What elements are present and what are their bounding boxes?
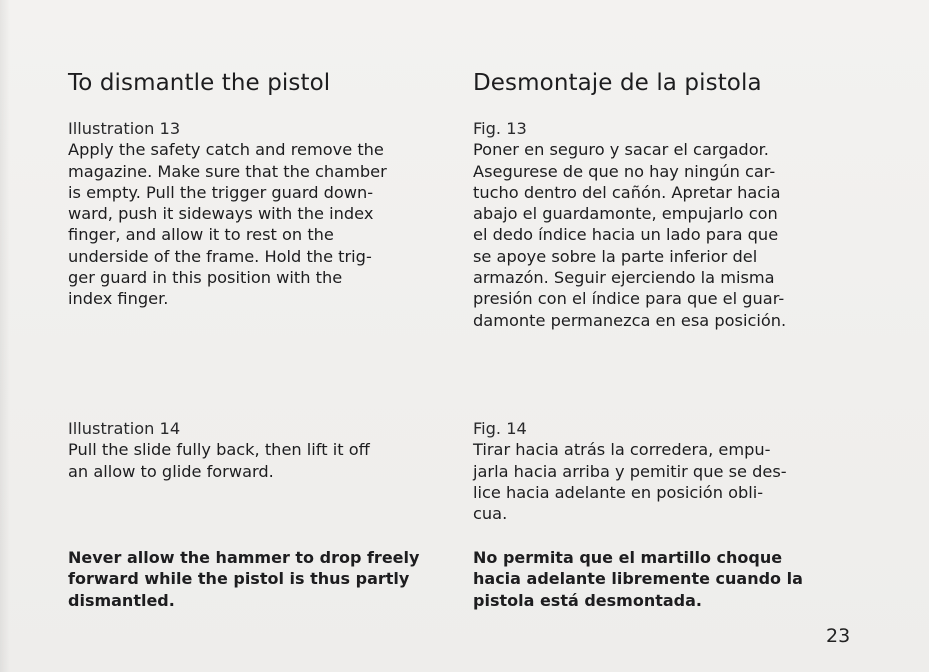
spanish-step-14-caption: Fig. 14 <box>473 419 527 438</box>
spanish-step-14-line: jarla hacia arriba y pemitir que se des- <box>473 461 787 481</box>
spanish-step-13-line: Asegurese de que no hay ningún car- <box>473 161 776 181</box>
english-step-13-line: Apply the safety catch and remove the <box>68 140 384 160</box>
spanish-warning-line: No permita que el martillo choque <box>473 548 783 567</box>
english-step-14-line: Pull the slide fully back, then lift it off <box>68 440 370 460</box>
spanish-step-14 <box>473 418 853 524</box>
page-fold-shadow <box>0 0 10 672</box>
english-warning-line: forward while the pistol is thus partly <box>68 569 410 589</box>
english-step-13-line: is empty. Pull the trigger guard down- <box>68 182 374 202</box>
spanish-step-13-line: tucho dentro del cañón. Apretar hacia <box>473 182 781 202</box>
english-step-13 <box>68 118 448 310</box>
english-step-13-line: ward, push it sideways with the index <box>68 204 374 224</box>
english-warning <box>68 547 448 611</box>
spanish-step-13-caption: Fig. 13 <box>473 119 527 138</box>
english-step-13-line: underside of the frame. Hold the trig- <box>68 246 372 266</box>
spanish-step-13-line: abajo el guardamonte, empujarlo con <box>473 204 778 224</box>
english-warning-line: Never allow the hammer to drop freely <box>68 548 420 567</box>
spanish-step-14-line: Tirar hacia atrás la corredera, empu- <box>473 440 771 460</box>
spanish-warning-line: pistola está desmontada. <box>473 590 702 610</box>
spanish-title: Desmontaje de la pistola <box>473 70 762 96</box>
spanish-step-13 <box>473 118 853 331</box>
spanish-step-13-line: Poner en seguro y sacar el cargador. <box>473 140 769 160</box>
english-step-13-caption: Illustration 13 <box>68 119 181 138</box>
spanish-step-13-line: damonte permanezca en esa posición. <box>473 310 787 330</box>
english-warning-line: dismantled. <box>68 590 175 610</box>
spanish-step-14-line: lice hacia adelante en posición obli- <box>473 482 764 502</box>
spanish-step-14-line: cua. <box>473 504 508 524</box>
english-step-14 <box>68 418 448 482</box>
spanish-step-13-line: el dedo índice hacia un lado para que <box>473 225 779 245</box>
english-step-14-line: an allow to glide forward. <box>68 461 274 481</box>
spanish-step-13-line: armazón. Seguir ejerciendo la misma <box>473 268 775 288</box>
spanish-step-13-line: se apoye sobre la parte inferior del <box>473 246 758 266</box>
english-step-13-line: magazine. Make sure that the chamber <box>68 161 387 181</box>
spanish-step-13-line: presión con el índice para que el guar- <box>473 289 785 309</box>
english-step-13-line: index finger. <box>68 289 169 309</box>
english-step-13-line: finger, and allow it to rest on the <box>68 225 334 245</box>
english-step-13-line: ger guard in this position with the <box>68 268 343 288</box>
spanish-warning <box>473 547 853 611</box>
english-step-14-caption: Illustration 14 <box>68 419 181 438</box>
page-number: 23 <box>826 625 851 647</box>
english-title: To dismantle the pistol <box>68 70 331 96</box>
spanish-warning-line: hacia adelante libremente cuando la <box>473 569 803 589</box>
